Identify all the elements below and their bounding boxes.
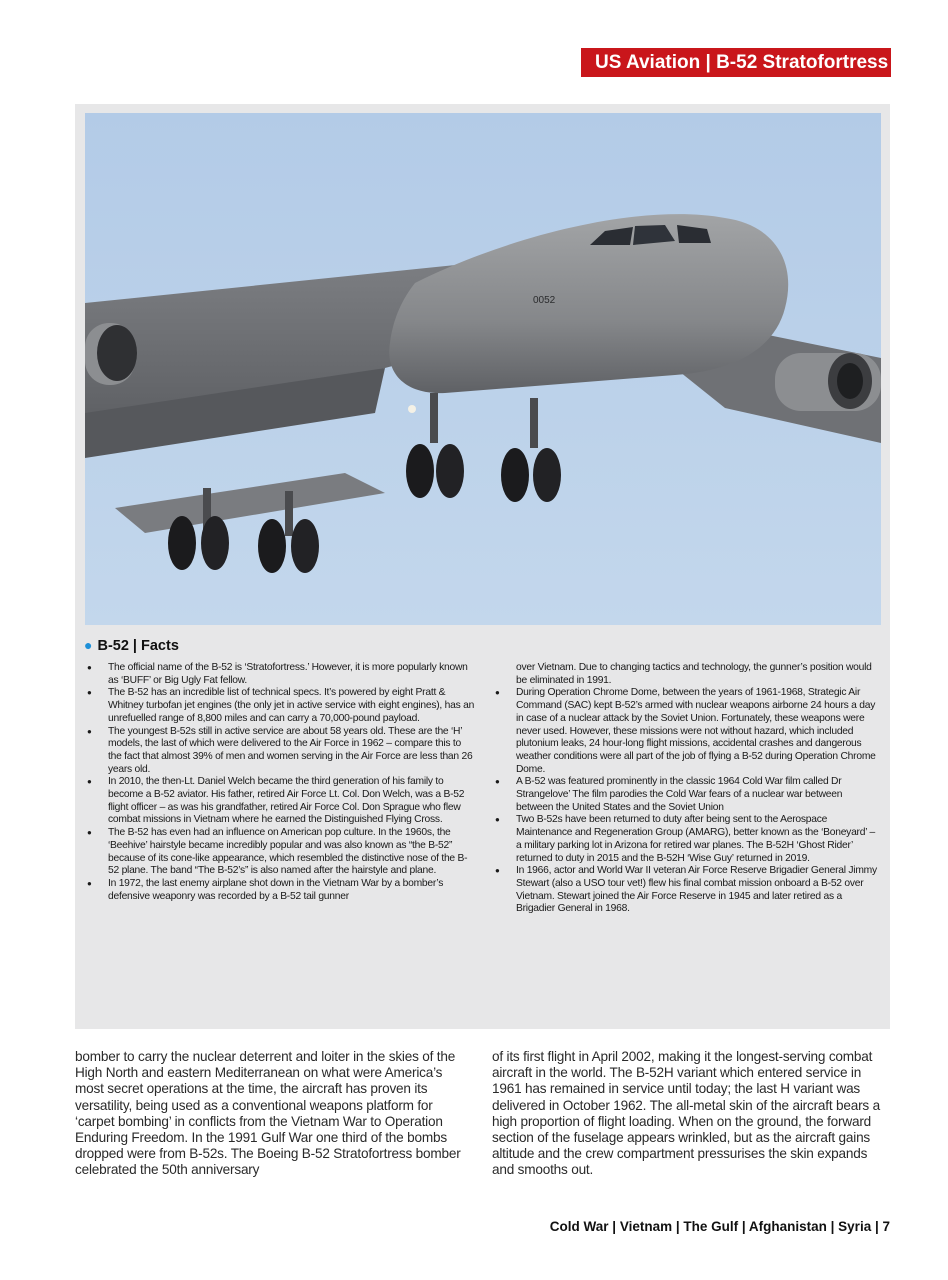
b52-photo xyxy=(85,113,881,625)
article-body-right: of its first flight in April 2002, making it the longest-serving combat aircraft in the world. The B-52H variant which entered service in 1961 has remained in service until today; the last H variant was delivered in October 1962. The all-metal skin of the aircraft bears a high proportion of flight loading. When on the ground, the forward section of the fuselage appears wrinkled, but as the aircraft gains altitude and the crew compartment pressurises the skin expands and smooths out. xyxy=(492,1049,880,1178)
section-title-banner: US Aviation | B-52 Stratofortress xyxy=(581,48,891,77)
fact-item: ● In 1972, the last enemy airplane shot down in the Vietnam War by a bomber’s defensive weaponry was recorded by a B-52 tail gunner xyxy=(84,878,476,903)
right-engine-pod xyxy=(775,353,881,411)
b52-illustration xyxy=(85,113,881,625)
bullet-icon: ● xyxy=(84,637,93,653)
fact-item: ● The B-52 has an incredible list of technical specs. It’s powered by eight Pratt & Whitney turbofan jet engines (the only jet in active service with eight engines), has an unrefuelled range of 8,800 miles and can carry a 70,000-pound payload. xyxy=(84,687,476,725)
facts-column-left xyxy=(84,662,476,903)
fact-item: ● A B-52 was featured prominently in the classic 1964 Cold War film called Dr Strangelove’ The film parodies the Cold War fears of a nuclear war between between the United States and the Soviet Union xyxy=(492,776,882,814)
fact-item: ● In 1966, actor and World War II veteran Air Force Reserve Brigadier General Jimmy Stewart (also a USO tour vet!) flew his final combat mission onboard a B-52 over Vietnam. Stewart joined the Air Force Reserve in 1945 and later retired as a Brigadier General in 1968. xyxy=(492,865,882,916)
left-engine-pod xyxy=(85,323,137,385)
fact-item: ● Two B-52s have been returned to duty after being sent to the Aerospace Maintenance and Regeneration Group (AMARG), better known as the ‘Boneyard’ – a military parking lot in Arizona for retired war planes. The B-52H ‘Ghost Rider’ returned to duty in 2015 and the B-52H ‘Wise Guy’ returned in 2019. xyxy=(492,814,882,865)
fact-item: ● In 2010, the then-Lt. Daniel Welch became the third generation of his family to become a B-52 aviator. His father, retired Air Force Lt. Col. Don Welch, was a B-52 flight officer – as was his grandfather, retired Air Force Col. Don Sprague who flew combat missions in Vietnam where he earned the Distinguished Flying Cross. xyxy=(84,776,476,827)
fact-item: ● The youngest B-52s still in active service are about 58 years old. These are the ‘H’ models, the last of which were delivered to the Air Force in 1962 – compare this to the fact that almost 39% of men and women serving in the Air Force are less than 26 years old. xyxy=(84,726,476,777)
tail-number: 0052 xyxy=(533,295,556,306)
fact-continuation: over Vietnam. Due to changing tactics and technology, the gunner’s position would be eliminated in 1991. xyxy=(516,662,872,686)
article-body-left: bomber to carry the nuclear deterrent and loiter in the skies of the High North and eastern Mediterranean on what were America’s most secret operations at the time, the aircraft has proven its versatility, being used as a conventional weapons platform for ‘carpet bombing’ in conflicts from the Vietnam War to Operation Enduring Freedom. In the 1991 Gulf War one third of the bombs dropped were from B-52s. The Boeing B-52 Stratofortress bomber celebrated the 50th anniversary xyxy=(75,1049,461,1178)
landing-light xyxy=(408,405,416,413)
fact-item: ● The B-52 has even had an influence on American pop culture. In the 1960s, the ‘Beehive’ hairstyle became incredibly popular and was also known as “the B-52” because of its cone-like appearance, which resembled the distinctive nose of the B-52 plane. The band “The B-52’s” is also named after the hairstyle and plane. xyxy=(84,827,476,878)
facts-title-text: B-52 | Facts xyxy=(97,638,179,654)
facts-list-right xyxy=(492,687,882,916)
fact-item: ● The official name of the B-52 is ‘Stratofortress.’ However, it is more popularly known as ‘BUFF’ or Big Ugly Fat fellow. xyxy=(84,662,476,687)
facts-title xyxy=(84,637,179,654)
page-footer: Cold War | Vietnam | The Gulf | Afghanistan | Syria | 7 xyxy=(549,1219,890,1234)
facts-list-left xyxy=(84,662,476,903)
facts-column-right xyxy=(492,662,882,916)
fact-item: ● During Operation Chrome Dome, between the years of 1961-1968, Strategic Air Command (SAC) kept B-52’s armed with nuclear weapons airborne 24 hours a day in case of a nuclear attack by the Soviet Union. Fortunately, these weapons were never used. However, these missions were not without hazard, which included plutonium leaks, 24 hour-long flight missions, accidental crashes and dangerous weather conditions were all part of the job of flying a B-52 during Operation Chrome Dome. xyxy=(492,687,882,776)
